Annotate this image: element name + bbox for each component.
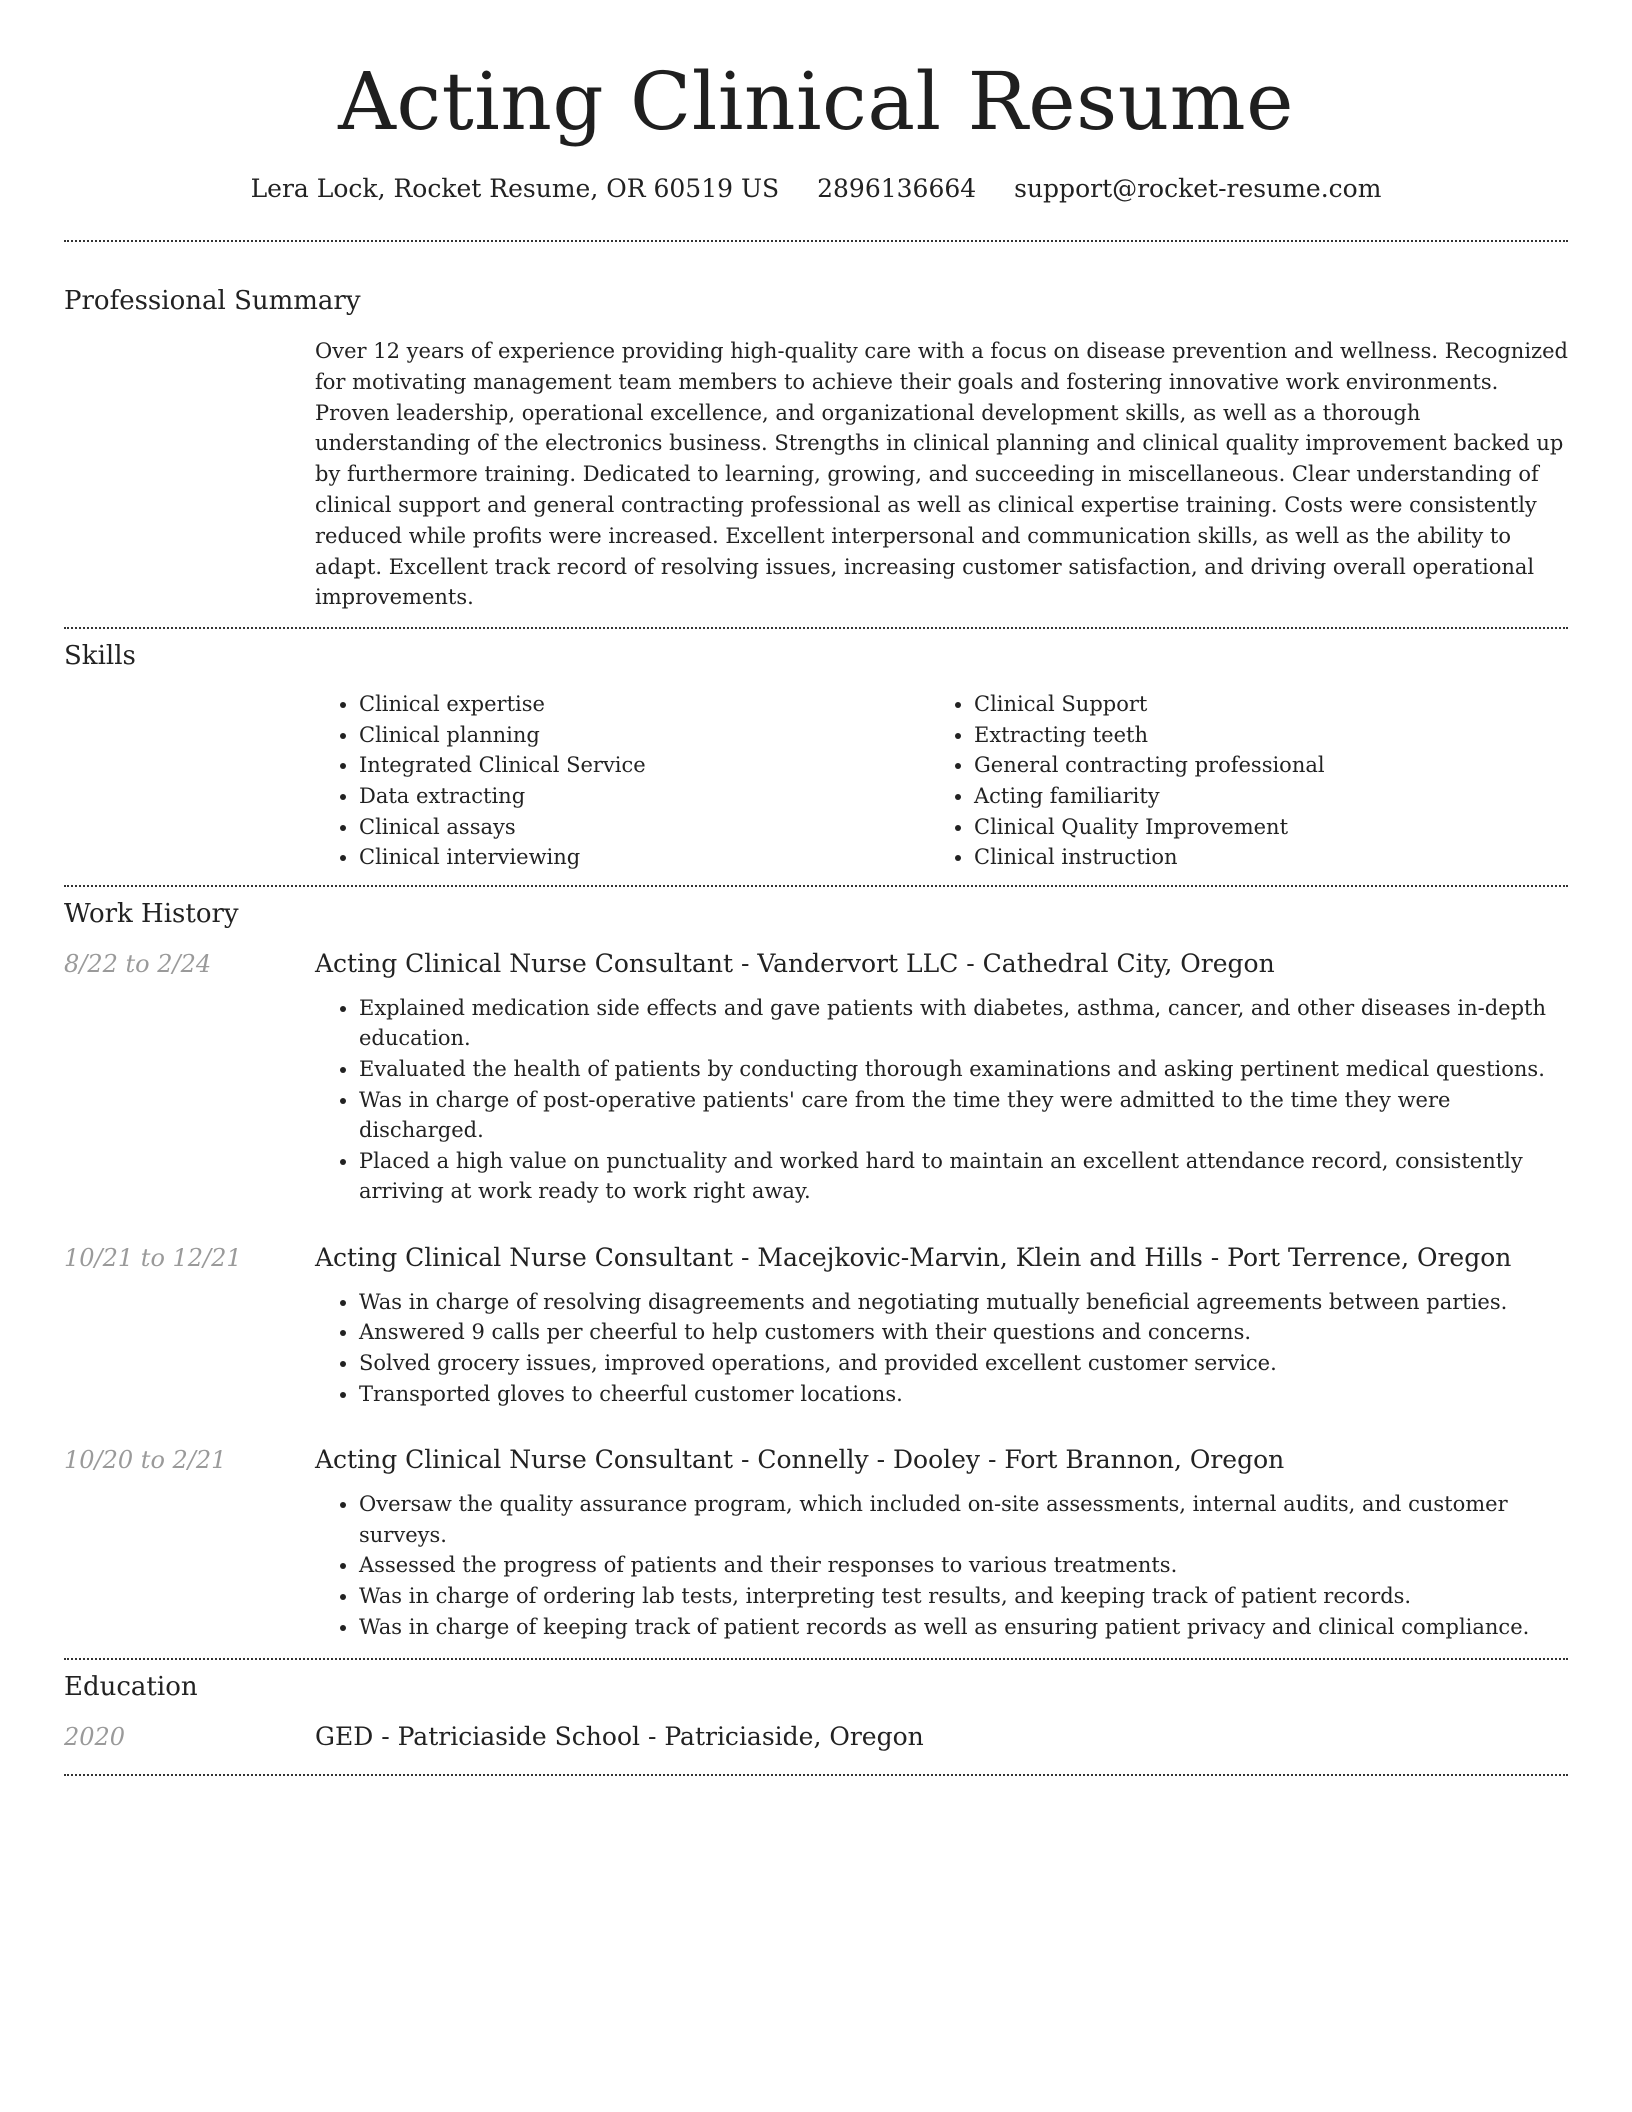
skill-item: • Data extracting <box>359 781 930 812</box>
job-entry <box>64 1241 1568 1409</box>
job-bullet: • Was in charge of ordering lab tests, interpreting test results, and keeping track of patient records. <box>359 1581 1568 1612</box>
contact-address: Lera Lock, Rocket Resume, OR 60519 US <box>250 174 780 203</box>
education-entry <box>64 1720 1568 1774</box>
skills-heading: Skills <box>64 641 136 672</box>
skills-column-right <box>930 689 1545 873</box>
skill-item: • Acting familiarity <box>974 781 1545 812</box>
section-divider <box>64 240 1568 242</box>
job-entry <box>64 947 1568 1207</box>
job-entry <box>64 1443 1568 1658</box>
job-bullets <box>315 1489 1568 1642</box>
contact-phone: 2896136664 <box>817 174 977 203</box>
skill-item: • Clinical Support <box>974 689 1545 720</box>
job-details <box>315 947 1568 1207</box>
skill-item: • Extracting teeth <box>974 720 1545 751</box>
education-heading: Education <box>64 1672 198 1703</box>
resume-title: Acting Clinical Resume <box>338 55 1294 148</box>
job-bullets <box>315 993 1568 1207</box>
job-bullet: • Answered 9 calls per cheerful to help customers with their questions and concerns. <box>359 1317 1568 1348</box>
education-year: 2020 <box>64 1723 126 1752</box>
skill-item: • Clinical planning <box>359 720 930 751</box>
summary-text: Over 12 years of experience providing high-quality care with a focus on disease prevention and wellness. Recognized for motivating management team members to achieve their goals and fostering innovative work environments. Proven leadership, operational excellence, and organizational development skills, as well as a thorough understanding of the electronics business. Strengths in clinical planning and clinical quality improvement backed up by furthermore training. Dedicated to learning, growing, and succeeding in miscellaneous. Clear understanding of clinical support and general contracting professional as well as clinical expertise training. Costs were consistently reduced while profits were increased. Excellent interpersonal and communication skills, as well as the ability to adapt. Excellent track record of resolving issues, increasing customer satisfaction, and driving overall operational improvements. <box>315 339 1568 610</box>
job-bullet: • Was in charge of keeping track of patient records as well as ensuring patient privacy and clinical compliance. <box>359 1612 1568 1643</box>
skill-item: • Clinical Quality Improvement <box>974 812 1545 843</box>
skill-item: • General contracting professional <box>974 750 1545 781</box>
job-details <box>315 1241 1568 1409</box>
skill-item: • Clinical assays <box>359 812 930 843</box>
skills-column-left <box>315 689 930 873</box>
job-dates: 10/20 to 2/21 <box>64 1446 227 1475</box>
job-bullet: • Was in charge of resolving disagreements and negotiating mutually beneficial agreements between parties. <box>359 1287 1568 1318</box>
job-bullet: • Placed a high value on punctuality and worked hard to maintain an excellent attendance record, consistently arriving at work ready to work right away. <box>359 1146 1568 1207</box>
job-bullet: • Assessed the progress of patients and their responses to various treatments. <box>359 1550 1568 1581</box>
job-title: Acting Clinical Nurse Consultant - Connelly - Dooley - Fort Brannon, Oregon <box>315 1445 1285 1475</box>
job-bullet: • Transported gloves to cheerful customer locations. <box>359 1379 1568 1410</box>
job-bullet: • Oversaw the quality assurance program, which included on-site assessments, internal audits, and customer surveys. <box>359 1489 1568 1550</box>
job-dates: 10/21 to 12/21 <box>64 1243 242 1272</box>
work-history-heading: Work History <box>64 898 239 929</box>
skill-item: • Integrated Clinical Service <box>359 750 930 781</box>
contact-email: support@rocket-resume.com <box>1014 174 1382 203</box>
job-dates: 8/22 to 2/24 <box>64 949 212 978</box>
job-details <box>315 1443 1568 1642</box>
skill-item: • Clinical instruction <box>974 842 1545 873</box>
section-divider <box>64 885 1568 887</box>
section-divider <box>64 1658 1568 1660</box>
section-divider <box>64 627 1568 629</box>
resume-page <box>64 0 1568 1776</box>
job-bullet: • Was in charge of post-operative patients' care from the time they were admitted to the time they were discharged. <box>359 1085 1568 1146</box>
section-divider <box>64 1774 1568 1776</box>
skills-list <box>315 689 1568 885</box>
summary-heading: Professional Summary <box>64 286 361 316</box>
job-bullet: • Explained medication side effects and gave patients with diabetes, asthma, cancer, and other diseases in-depth education. <box>359 993 1568 1054</box>
job-bullet: • Solved grocery issues, improved operations, and provided excellent customer service. <box>359 1348 1568 1379</box>
job-bullet: • Evaluated the health of patients by conducting thorough examinations and asking pertinent medical questions. <box>359 1054 1568 1085</box>
skill-item: • Clinical interviewing <box>359 842 930 873</box>
contact-line <box>64 172 1568 206</box>
job-title: Acting Clinical Nurse Consultant - Vandervort LLC - Cathedral City, Oregon <box>315 948 1275 978</box>
job-bullets <box>315 1287 1568 1409</box>
education-details: GED - Patriciaside School - Patriciaside, Oregon <box>315 1722 924 1752</box>
skill-item: • Clinical expertise <box>359 689 930 720</box>
job-title: Acting Clinical Nurse Consultant - Macejkovic-Marvin, Klein and Hills - Port Terrence, Oregon <box>315 1242 1512 1272</box>
